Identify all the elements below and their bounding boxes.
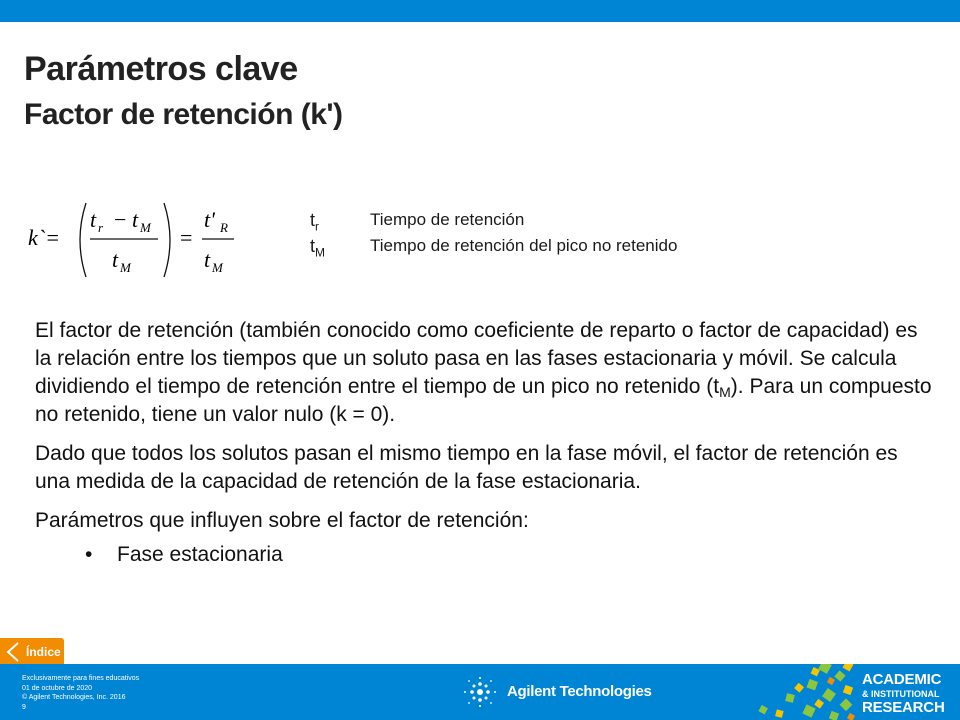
top-banner (0, 0, 960, 22)
formula-tr: t (90, 207, 97, 232)
paragraph-definition: El factor de retención (también conocido como coeficiente de reparto o factor de capacidad) es la relación entre los tiempos que un soluto pasa en las fases estacionaria y móvil. Se calcula dividiendo el tiempo de retención entre el tiempo de un pico no retenido $(t_M)$. Para un compuesto no retenido, tiene un valor nulo (k = 0). (35, 319, 932, 426)
footer-date: 01 de octubre de 2020 (22, 684, 93, 692)
academic-research-badge (862, 672, 945, 716)
definition-symbol: $t_r$ (310, 210, 320, 234)
chevron-left-icon (3, 641, 25, 663)
formula-tprime-sub: R (220, 220, 228, 235)
slide-subtitle: Factor de retención (k') (24, 98, 343, 131)
formula-tm-den-sub: M (120, 260, 131, 275)
formula-tm-num: t (132, 207, 139, 232)
formula-minus: − (114, 207, 127, 232)
definition-symbol: $t_M$ (310, 236, 326, 260)
formula-tm-den2: t (204, 247, 211, 272)
paragraph-mobile-phase: Dado que todos los solutos pasan el mismo tiempo en la fase móvil, el factor de retención es una medida de la capacidad de retención de la fase estacionaria. (35, 442, 898, 493)
slide-body (35, 317, 935, 569)
formula-tprime: t' (204, 207, 215, 232)
retention-factor-formula (28, 195, 278, 285)
formula-tr-sub: r (98, 220, 104, 235)
list-item: • Fase estacionaria (85, 541, 935, 569)
definition-text: Tiempo de retención (370, 210, 525, 229)
footer-disclaimer: Exclusivamente para fines educativos (22, 675, 140, 682)
footer-copyright: © Agilent Technologies, Inc. 2016 (22, 694, 126, 701)
footer-info (22, 674, 139, 712)
formula-tm-den: t (112, 247, 119, 272)
badge-line-research: RESEARCH (862, 699, 945, 716)
footer-bar (0, 664, 960, 720)
index-nav-button[interactable] (0, 638, 64, 666)
badge-line-academic: ACADEMIC (862, 671, 942, 688)
formula-lhs: k`= (28, 225, 60, 250)
agilent-spark-logo-icon (460, 674, 500, 710)
index-nav-label: Índice (26, 645, 61, 659)
formula-tm-num-sub: M (140, 220, 151, 235)
badge-line-institutional: & INSTITUTIONAL (862, 689, 940, 699)
definition-text: Tiempo de retención del pico no retenido (370, 236, 678, 255)
parameters-list (85, 541, 935, 569)
slide-title: Parámetros clave (24, 50, 298, 88)
decorative-squares (720, 664, 860, 720)
formula-tm-den2-sub: M (212, 260, 223, 275)
footer-page-number: 9 (22, 703, 26, 711)
paragraph-parameters-intro: Parámetros que influyen sobre el factor de retención: (35, 509, 529, 532)
company-name: Agilent Technologies (507, 683, 652, 700)
formula-equals: = (180, 225, 193, 250)
